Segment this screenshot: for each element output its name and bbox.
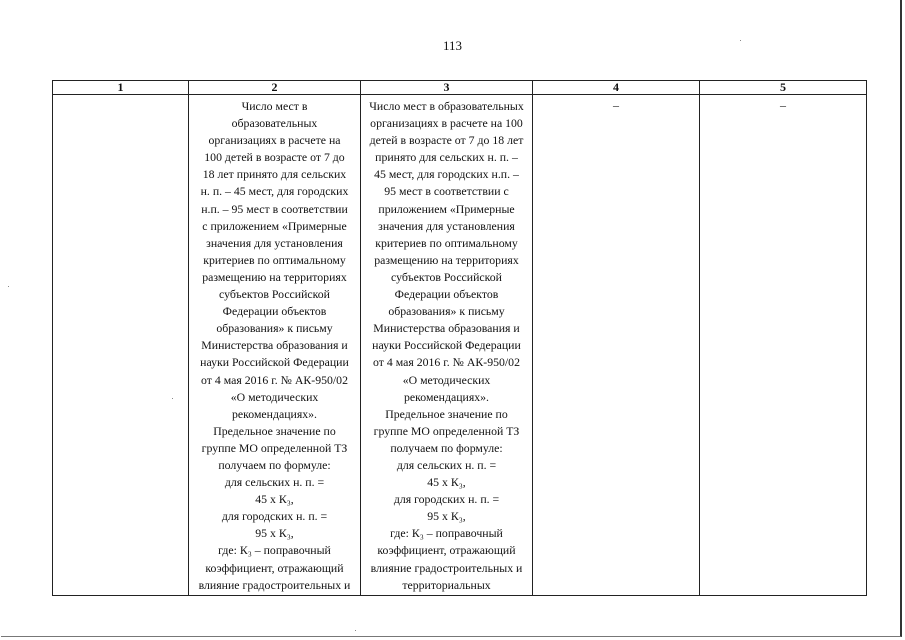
col2-line: коэффициент, отражающий [205, 560, 344, 575]
col3-line: где: К₃ – поправочный [390, 526, 503, 541]
cell-col2 [189, 95, 361, 596]
column-header-5: 5 [700, 81, 867, 95]
col2-line: Федерации объектов [222, 304, 327, 319]
page-number: 113 [442, 38, 463, 53]
scan-speck [172, 398, 173, 399]
scan-speck [355, 630, 356, 631]
col3-line: 95 мест в соответствии с [384, 184, 509, 199]
table-row [53, 95, 867, 596]
column-header-2: 2 [189, 81, 361, 95]
table-header-row [53, 81, 867, 95]
col2-line: для городских н. п. = [221, 509, 328, 524]
col3-line: группе МО определенной ТЗ [373, 423, 520, 438]
col2-line: науки Российской Федерации [200, 355, 349, 370]
col2-line: 95 x К₃, [255, 526, 294, 541]
col3-line: для сельских н. п. = [396, 457, 497, 472]
col3-line: образования» к письму [388, 304, 505, 319]
col3-line: Министерства образования и [373, 321, 520, 336]
col3-line: получаем по формуле: [390, 440, 503, 455]
col2-line: н. п. – 45 мест, для городских [200, 184, 349, 199]
col2-line: Министерства образования и [201, 338, 348, 353]
col2-line: размещению на территориях [202, 269, 347, 284]
col3-line: 95 x К₃, [427, 509, 466, 524]
col2-line: 100 детей в возрасте от 7 до [204, 150, 345, 165]
col2-line: критериев по оптимальному [203, 252, 346, 267]
col3-line: территориальных [402, 577, 491, 592]
col3-line: 45 мест, для городских н.п. – [374, 167, 519, 182]
col3-line: Федерации объектов [394, 287, 499, 302]
col3-line: размещению на территориях [374, 252, 519, 267]
col2-line: значения для установления [206, 235, 343, 250]
cell-col1 [53, 95, 189, 596]
col2-line: влияние градостроительных и [198, 577, 351, 592]
col2-line: образования» к письму [216, 321, 333, 336]
col3-line: «О методических [402, 372, 491, 387]
col3-line: приложением «Примерные [378, 201, 515, 216]
col2-line: организациях в расчете на [208, 133, 341, 148]
col2-line: «О методических [230, 389, 319, 404]
col3-line: Предельное значение по [385, 406, 508, 421]
col2-line: образовательных [231, 116, 318, 131]
col3-line: влияние градостроительных и [370, 560, 523, 575]
cell-col3 [361, 95, 533, 596]
cell-col5 [700, 95, 867, 596]
cell-col4 [533, 95, 700, 596]
col3-line: рекомендациях». [404, 389, 489, 404]
col3-line: коэффициент, отражающий [377, 543, 516, 558]
col2-line: получаем по формуле: [218, 457, 331, 472]
col2-line: Число мест в [241, 99, 308, 113]
col2-line: Предельное значение по [213, 423, 336, 438]
col2-line: 45 x К₃, [255, 492, 294, 507]
col3-line: принято для сельских н. п. – [375, 150, 518, 165]
col3-line: детей в возрасте от 7 до 18 лет [369, 133, 524, 148]
col2-line: 18 лет принято для сельских [202, 167, 347, 182]
col2-line: субъектов Российской [219, 287, 330, 302]
column-header-1: 1 [53, 81, 189, 95]
col3-line: значения для установления [378, 218, 515, 233]
col5-dash: – [780, 98, 786, 112]
scan-speck [740, 40, 741, 41]
scan-speck [8, 286, 9, 287]
col2-line: рекомендациях». [232, 406, 317, 421]
column-header-3: 3 [361, 81, 533, 95]
col2-line: для сельских н. п. = [224, 475, 325, 490]
col3-line: от 4 мая 2016 г. № АК-950/02 [373, 355, 520, 370]
col3-line: 45 x К₃, [427, 475, 466, 490]
col3-line: субъектов Российской [391, 269, 502, 284]
col3-line: организациях в расчете на 100 [370, 116, 523, 131]
document-table [52, 80, 867, 596]
col2-text [189, 95, 360, 594]
col3-line: Число мест в образовательных [369, 99, 524, 113]
col2-line: где: К₃ – поправочный [218, 543, 331, 558]
col2-line: группе МО определенной ТЗ [201, 440, 348, 455]
col2-line: от 4 мая 2016 г. № АК-950/02 [201, 372, 348, 387]
col4-dash: – [613, 98, 619, 112]
column-header-4: 4 [533, 81, 700, 95]
col3-line: науки Российской Федерации [372, 338, 521, 353]
col3-line: для городских н. п. = [393, 492, 500, 507]
col3-text [361, 95, 532, 594]
col3-line: критериев по оптимальному [375, 235, 518, 250]
col2-line: с приложением «Примерные [202, 218, 347, 233]
col2-line: н.п. – 95 мест в соответствии [201, 201, 348, 216]
